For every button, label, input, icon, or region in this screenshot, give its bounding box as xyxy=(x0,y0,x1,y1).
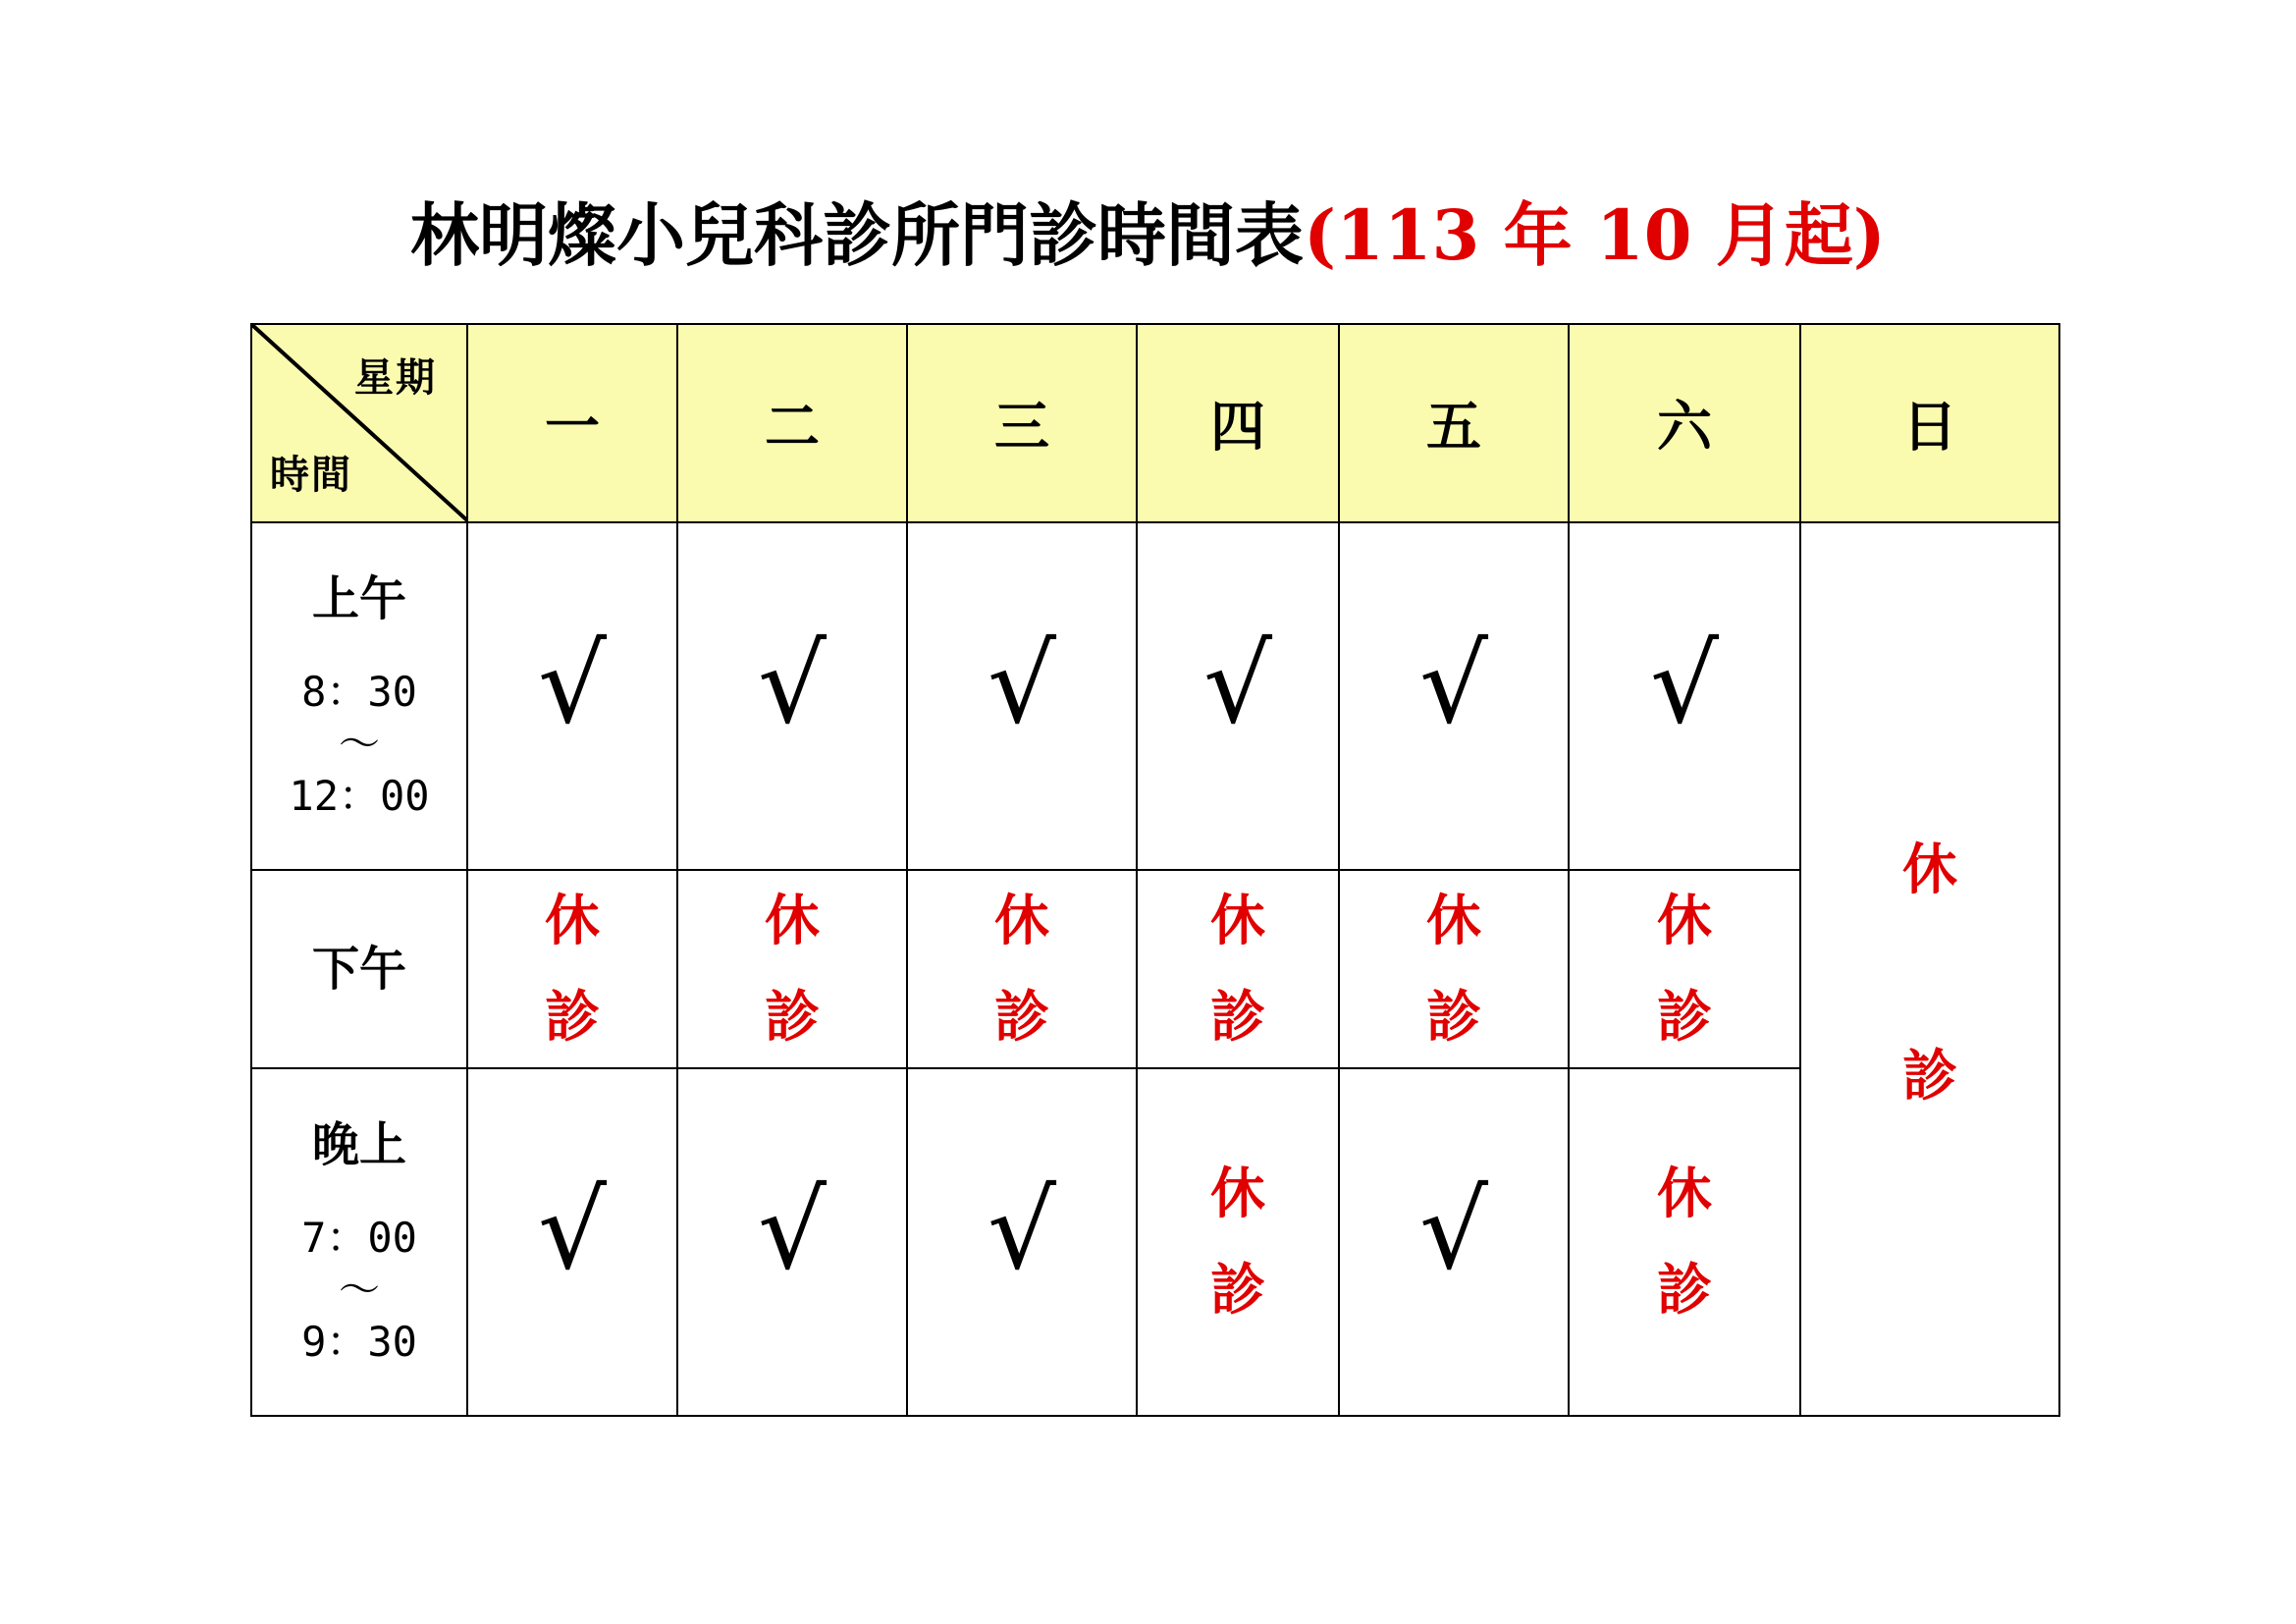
morning-sat xyxy=(1569,522,1800,870)
sunday-closed-char-1: 休 xyxy=(1902,838,1957,902)
afternoon-fri xyxy=(1339,870,1569,1068)
sunday-closed-cell xyxy=(1800,522,2059,1416)
closed-char-1: 休 xyxy=(1657,1162,1712,1226)
effective-date: (113 年 10 月起) xyxy=(1304,194,1886,276)
open-check-icon: √ xyxy=(757,1167,828,1293)
morning-label: 上午 xyxy=(311,571,406,626)
evening-thu xyxy=(1137,1068,1339,1416)
closed-char-2: 診 xyxy=(1426,985,1481,1050)
open-check-icon: √ xyxy=(537,1167,608,1293)
afternoon-label: 下午 xyxy=(311,942,406,997)
morning-thu xyxy=(1137,522,1339,870)
day-header-tue: 二 xyxy=(677,324,907,522)
open-check-icon: √ xyxy=(1202,622,1273,747)
morning-end: 12：00 xyxy=(289,772,430,820)
morning-slot xyxy=(251,522,467,870)
morning-start: 8：30 xyxy=(301,668,417,716)
closed-char-1: 休 xyxy=(765,889,820,953)
closed-char-2: 診 xyxy=(1657,1258,1712,1323)
closed-label xyxy=(1657,1146,1712,1338)
evening-mon xyxy=(467,1068,677,1416)
clinic-title: 林明燦小兒科診所門診時間表 xyxy=(410,194,1305,276)
afternoon-row xyxy=(251,870,2059,1068)
closed-label xyxy=(994,873,1049,1065)
header-row xyxy=(251,324,2059,522)
morning-mon xyxy=(467,522,677,870)
closed-label xyxy=(1210,873,1265,1065)
closed-char-1: 休 xyxy=(994,889,1049,953)
closed-char-1: 休 xyxy=(1210,889,1265,953)
day-header-fri: 五 xyxy=(1339,324,1569,522)
day-header-sun: 日 xyxy=(1800,324,2059,522)
closed-label xyxy=(1657,873,1712,1065)
afternoon-mon xyxy=(467,870,677,1068)
evening-fri xyxy=(1339,1068,1569,1416)
evening-slot xyxy=(251,1068,467,1416)
closed-char-1: 休 xyxy=(1210,1162,1265,1226)
sunday-closed-char-2: 診 xyxy=(1902,1044,1957,1109)
closed-char-2: 診 xyxy=(545,985,600,1050)
open-check-icon: √ xyxy=(537,622,608,747)
open-check-icon: √ xyxy=(1418,622,1489,747)
morning-tue xyxy=(677,522,907,870)
closed-label xyxy=(1426,873,1481,1065)
open-check-icon: √ xyxy=(987,622,1057,747)
closed-label xyxy=(545,873,600,1065)
open-check-icon: √ xyxy=(987,1167,1057,1293)
corner-cell xyxy=(251,324,467,522)
sunday-closed xyxy=(1902,827,1957,1111)
closed-char-1: 休 xyxy=(1426,889,1481,953)
closed-char-2: 診 xyxy=(765,985,820,1050)
morning-fri xyxy=(1339,522,1569,870)
closed-char-2: 診 xyxy=(994,985,1049,1050)
open-check-icon: √ xyxy=(1418,1167,1489,1293)
day-header-thu: 四 xyxy=(1137,324,1339,522)
schedule-table xyxy=(250,323,2060,1417)
morning-row xyxy=(251,522,2059,870)
afternoon-tue xyxy=(677,870,907,1068)
day-header-mon: 一 xyxy=(467,324,677,522)
day-header-wed: 三 xyxy=(907,324,1137,522)
afternoon-slot xyxy=(251,870,467,1068)
day-header-sat: 六 xyxy=(1569,324,1800,522)
evening-tue xyxy=(677,1068,907,1416)
open-check-icon: √ xyxy=(757,622,828,747)
morning-tilde: ～ xyxy=(338,720,380,768)
page-title xyxy=(0,191,2296,280)
evening-tilde: ～ xyxy=(338,1266,380,1314)
evening-wed xyxy=(907,1068,1137,1416)
afternoon-sat xyxy=(1569,870,1800,1068)
closed-char-2: 診 xyxy=(1210,1258,1265,1323)
closed-char-1: 休 xyxy=(1657,889,1712,953)
open-check-icon: √ xyxy=(1649,622,1720,747)
weekday-corner-label: 星期 xyxy=(354,354,437,401)
afternoon-thu xyxy=(1137,870,1339,1068)
time-corner-label: 時間 xyxy=(270,452,352,498)
evening-sat xyxy=(1569,1068,1800,1416)
evening-end: 9：30 xyxy=(301,1318,417,1366)
closed-char-2: 診 xyxy=(1210,985,1265,1050)
closed-label xyxy=(1210,1146,1265,1338)
evening-label: 晚上 xyxy=(311,1117,406,1172)
afternoon-wed xyxy=(907,870,1137,1068)
closed-label xyxy=(765,873,820,1065)
morning-wed xyxy=(907,522,1137,870)
evening-start: 7：00 xyxy=(301,1214,417,1262)
closed-char-2: 診 xyxy=(1657,985,1712,1050)
evening-row xyxy=(251,1068,2059,1416)
closed-char-1: 休 xyxy=(545,889,600,953)
